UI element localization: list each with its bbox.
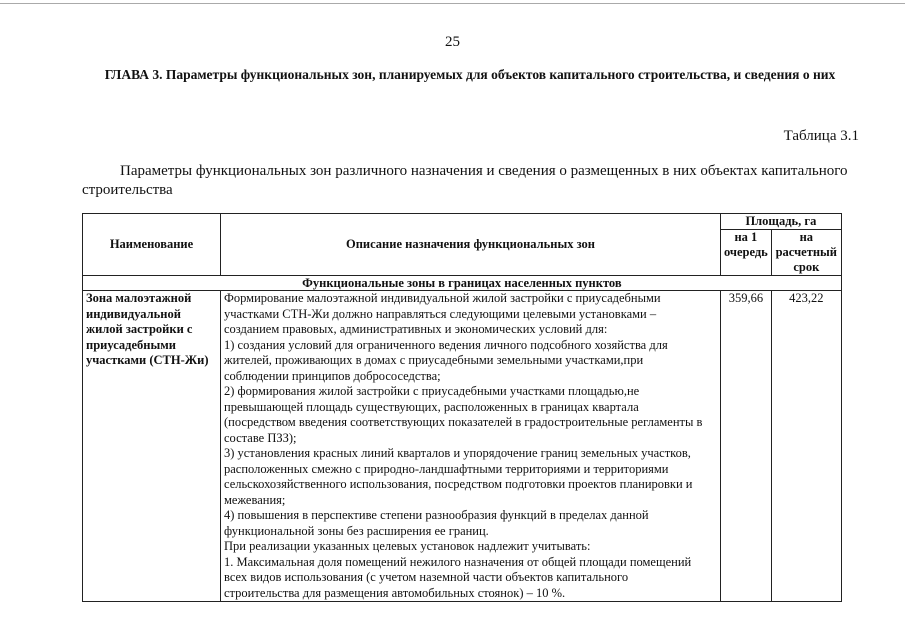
page-number: 25: [445, 34, 460, 50]
parameters-table: [82, 213, 842, 602]
description-line: 3) установления красных линий кварталов и упорядочение границ земельных участков,: [224, 446, 691, 460]
header-name: Наименование: [83, 214, 221, 276]
zone-description-lines: [224, 291, 717, 601]
description-line: (посредством введения соответствующих показателей в градостроительные регламенты в: [224, 415, 703, 429]
description-line: строительства для размещения автомобильных стоянок) – 10 %.: [224, 585, 566, 600]
zone-name: Зона малоэтажной индивидуальной жилой застройки с приусадебными участками (СТН-Жи): [83, 291, 221, 602]
description-line: При реализации указанных целевых установок надлежит учитывать:: [224, 539, 591, 553]
section-row: [83, 276, 842, 291]
description-line: жителей, проживающих в домах с приусадебными земельными участками,при: [224, 353, 644, 367]
area-first-queue: 359,66: [721, 291, 772, 602]
description-line: созданием правовых, административных и экономических условий для:: [224, 322, 608, 336]
description-line: составе ПЗЗ);: [224, 430, 297, 445]
description-line: всех видов использования (с учетом наземной части объектов капитального: [224, 570, 629, 584]
table-row: [83, 291, 842, 602]
description-line: сельскохозяйственного использования, посредством подготовки проектов планировки и: [224, 477, 693, 491]
header-estimated-term: на расчетный срок: [771, 230, 841, 276]
top-rule: [0, 3, 905, 4]
description-line: превышающей площадь существующих, расположенных в границах квартала: [224, 399, 639, 414]
description-line: соблюдении принципов добрососедства;: [224, 368, 441, 383]
header-first-queue: на 1 очередь: [721, 230, 772, 276]
intro-paragraph: Параметры функциональных зон различного назначения и сведения о размещенных в них объектах капитального строительства: [82, 163, 848, 198]
description-line: 4) повышения в перспективе степени разнообразия функций в пределах данной: [224, 508, 649, 522]
description-line: Формирование малоэтажной индивидуальной жилой застройки с приусадебными: [224, 291, 661, 305]
chapter-title: ГЛАВА 3. Параметры функциональных зон, планируемых для объектов капитального строительства, и сведения о них: [104, 67, 836, 82]
description-line: расположенных смежно с природно-ландшафтными территориями и территориями: [224, 461, 669, 476]
table-label: Таблица 3.1: [783, 128, 859, 144]
zone-description: [221, 291, 721, 602]
area-estimated-term: 423,22: [771, 291, 841, 602]
description-line: 1. Максимальная доля помещений нежилого назначения от общей площади помещений: [224, 554, 692, 569]
header-description: Описание назначения функциональных зон: [221, 214, 721, 276]
description-line: функциональной зоны без расширения ее границ.: [224, 523, 489, 538]
header-row: [83, 214, 842, 230]
header-area: Площадь, га: [721, 214, 842, 230]
section-title: Функциональные зоны в границах населенных пунктов: [83, 276, 842, 291]
description-line: 1) создания условий для ограниченного ведения личного подсобного хозяйства для: [224, 337, 668, 352]
description-line: участками СТН-Жи должно направляться следующими целевыми установками –: [224, 306, 657, 321]
description-line: 2) формирования жилой застройки с приусадебными участками площадью,не: [224, 384, 640, 398]
description-line: межевания;: [224, 492, 286, 507]
